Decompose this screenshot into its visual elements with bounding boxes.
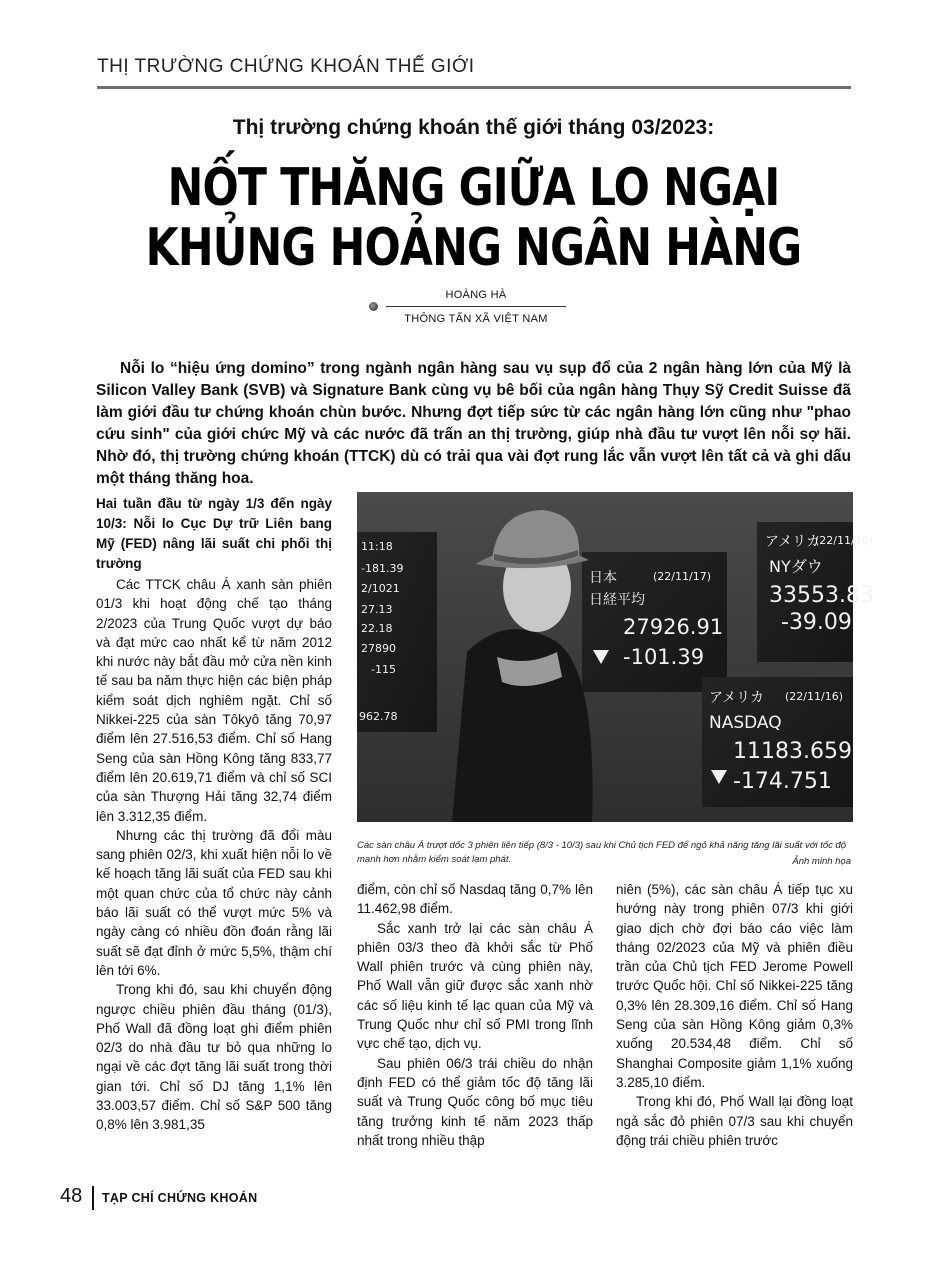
left-num: -115 <box>371 663 396 676</box>
article-photo <box>357 492 874 822</box>
nydow-date: (22/11/16) <box>815 534 873 547</box>
author-name: HOÀNG HÀ <box>445 289 507 301</box>
column-1 <box>96 494 332 1135</box>
byline-dot <box>369 302 378 311</box>
nikkei-label: 日本 <box>589 570 617 586</box>
page-number: 48 <box>60 1185 83 1207</box>
footer-divider <box>92 1186 94 1210</box>
magazine-name: TẠP CHÍ CHỨNG KHOÁN <box>102 1191 258 1205</box>
left-num: 2/1021 <box>361 582 400 595</box>
left-num: -181.39 <box>361 562 404 575</box>
nasdaq-label: アメリカ <box>709 690 765 706</box>
nasdaq-date: (22/11/16) <box>785 690 843 703</box>
header-rule <box>97 86 851 89</box>
photo-credit: Ảnh minh họa <box>792 856 851 867</box>
nydow-value: 33553.83 <box>769 583 874 608</box>
article-kicker: Thị trường chứng khoán thế giới tháng 03/2023: <box>232 116 715 139</box>
body-paragraph: Sắc xanh trở lại các sàn châu Á phiên 03/3 theo đà khởi sắc từ Phố Wall phiên trước và cùng phiên này, Phố Wall vẫn giữ được sắc xanh nhờ các số liệu kinh tế lạc quan của Mỹ và Trung Quốc như chỉ số PMI trong lĩnh vực chế tạo, dịch vụ. <box>357 920 593 1052</box>
byline-divider <box>386 306 566 307</box>
body-paragraph: Nhưng các thị trường đã đổi màu sang phiên 02/3, khi xuất hiện nỗi lo về kế hoạch tăng lãi suất của FED sau khi một quan chức của tổ chức này cảnh báo lãi suất có thể vượt mức 5% và ngày càng có nhiều đồn đoán rằng lãi suất sẽ đạt đỉnh ở mức 5,5%, thậm chí lên tới 6%. <box>96 827 332 978</box>
headline-line-1: NỐT THĂNG GIỮA LO NGẠI <box>167 158 780 218</box>
nikkei-value: 27926.91 <box>623 615 724 639</box>
section-label: THỊ TRƯỜNG CHỨNG KHOÁN THẾ GIỚI <box>97 56 475 77</box>
left-num: 11:18 <box>361 540 393 553</box>
nydow-board <box>765 534 874 635</box>
nasdaq-value: 11183.659 <box>733 739 852 764</box>
column-3 <box>616 880 853 1150</box>
nydow-label: アメリカ <box>765 534 821 550</box>
nasdaq-index-name: NASDAQ <box>709 713 782 733</box>
nikkei-index-name: 日経平均 <box>589 592 645 608</box>
column-2 <box>357 880 593 1150</box>
body-paragraph: Trong khi đó, Phố Wall lại đồng loạt ngả sắc đỏ phiên 07/3 sau khi chuyển động trái chiều phiên trước <box>616 1094 853 1148</box>
left-num: 962.78 <box>359 710 398 723</box>
body-paragraph: niên (5%), các sàn châu Á tiếp tục xu hướng này trong phiên 07/3 khi giới giao dịch chờ đợi báo cáo việc làm tháng 02/2023 của Mỹ và phiên điều trần của Chủ tịch FED Jerome Powell trước Quốc hội. Chỉ số Nikkei-225 tăng 0,3% lên 28.309,16 điểm. Chỉ số Hang Seng của sàn Hồng Kông giảm 0,3% xuống 20.534,48 điểm. Chỉ số Shanghai Composite giảm 1,1% xuống 3.285,10 điểm. <box>616 882 853 1090</box>
lead-paragraph: Nỗi lo “hiệu ứng domino” trong ngành ngân hàng sau vụ sụp đổ của 2 ngân hàng lớn của Mỹ là Silicon Valley Bank (SVB) và Signature Bank cùng vụ bê bối của ngân hàng Thụy Sỹ Credit Suisse đã làm giới đầu tư chứng khoán chùn bước. Nhưng đợt tiếp sức từ các ngân hàng lớn cũng như "phao cứu sinh" của giới chức Mỹ và các nước đã trấn an thị trường, giúp nhà đầu tư vượt lên nỗi sợ hãi. Nhờ đó, thị trường chứng khoán (TTCK) dù có trải qua vài đợt rung lắc vẫn vượt lên tất cả và ghi dấu một tháng thăng hoa. <box>96 359 851 487</box>
body-paragraph: điểm, còn chỉ số Nasdaq tăng 0,7% lên 11.462,98 điểm. <box>357 882 593 917</box>
body-paragraph: Các TTCK châu Á xanh sàn phiên 01/3 khi hoạt động chế tạo tháng 2/2023 của Trung Quốc vượt dự báo và đạt mức cao nhất kể từ năm 2012 khi nước này bắt đầu mở cửa nền kinh tế sau ba năm thực hiện các biện pháp kiểm soát dịch nghiêm ngặt. Chỉ số Nikkei-225 của sàn Tôkyô tăng 70,97 điểm lên 27.516,53 điểm. Chỉ số Hang Seng của sàn Hồng Kông tăng 833,77 điểm lên 20.619,71 điểm và chỉ số SCI của sàn Thượng Hải tăng 32,74 điểm lên 3.312,35 điểm. <box>96 577 332 824</box>
left-num: 22.18 <box>361 622 393 635</box>
article-headline <box>85 158 862 278</box>
subheading: Hai tuần đầu từ ngày 1/3 đến ngày 10/3: Nỗi lo Cục Dự trữ Liên bang Mỹ (FED) nâng lãi suất chi phối thị trường <box>96 496 332 571</box>
body-paragraph: Sau phiên 06/3 trái chiều do nhận định FED có thể giảm tốc độ tăng lãi suất và Trung Quốc công bố mục tiêu tăng trưởng kinh tế năm 2023 thấp nhất trong nhiều thập <box>357 1055 593 1148</box>
body-paragraph: Trong khi đó, sau khi chuyển động ngược chiều phiên đầu tháng (01/3), Phố Wall đã đồng loạt ghi điểm phiên 02/3 do nhà đầu tư bỏ qua những lo ngại về các đợt tăng lãi suất trong thời gian tới. Chỉ số DJ tăng 1,1% lên 33.003,57 điểm. Chỉ số S&P 500 tăng 0,8% lên 3.981,35 <box>96 982 332 1133</box>
author-agency: THÔNG TẤN XÃ VIỆT NAM <box>404 313 548 325</box>
nasdaq-change: -174.751 <box>733 769 832 794</box>
left-num: 27.13 <box>361 603 393 616</box>
headline-line-2: KHỦNG HOẢNG NGÂN HÀNG <box>145 218 802 278</box>
photo-illustration <box>357 492 874 822</box>
left-num: 27890 <box>361 642 396 655</box>
nikkei-change: -101.39 <box>623 645 705 669</box>
nydow-index-name: NYダウ <box>769 557 823 576</box>
nydow-change: -39.09 <box>781 610 852 635</box>
photo-caption: Các sàn châu Á trượt dốc 3 phiên liên tiếp (8/3 - 10/3) sau khi Chủ tịch FED để ngỏ khả năng tăng lãi suất với tốc độ mạnh hơn nhằm kiểm soát lạm phát. <box>357 839 847 865</box>
nikkei-date: (22/11/17) <box>653 570 711 583</box>
